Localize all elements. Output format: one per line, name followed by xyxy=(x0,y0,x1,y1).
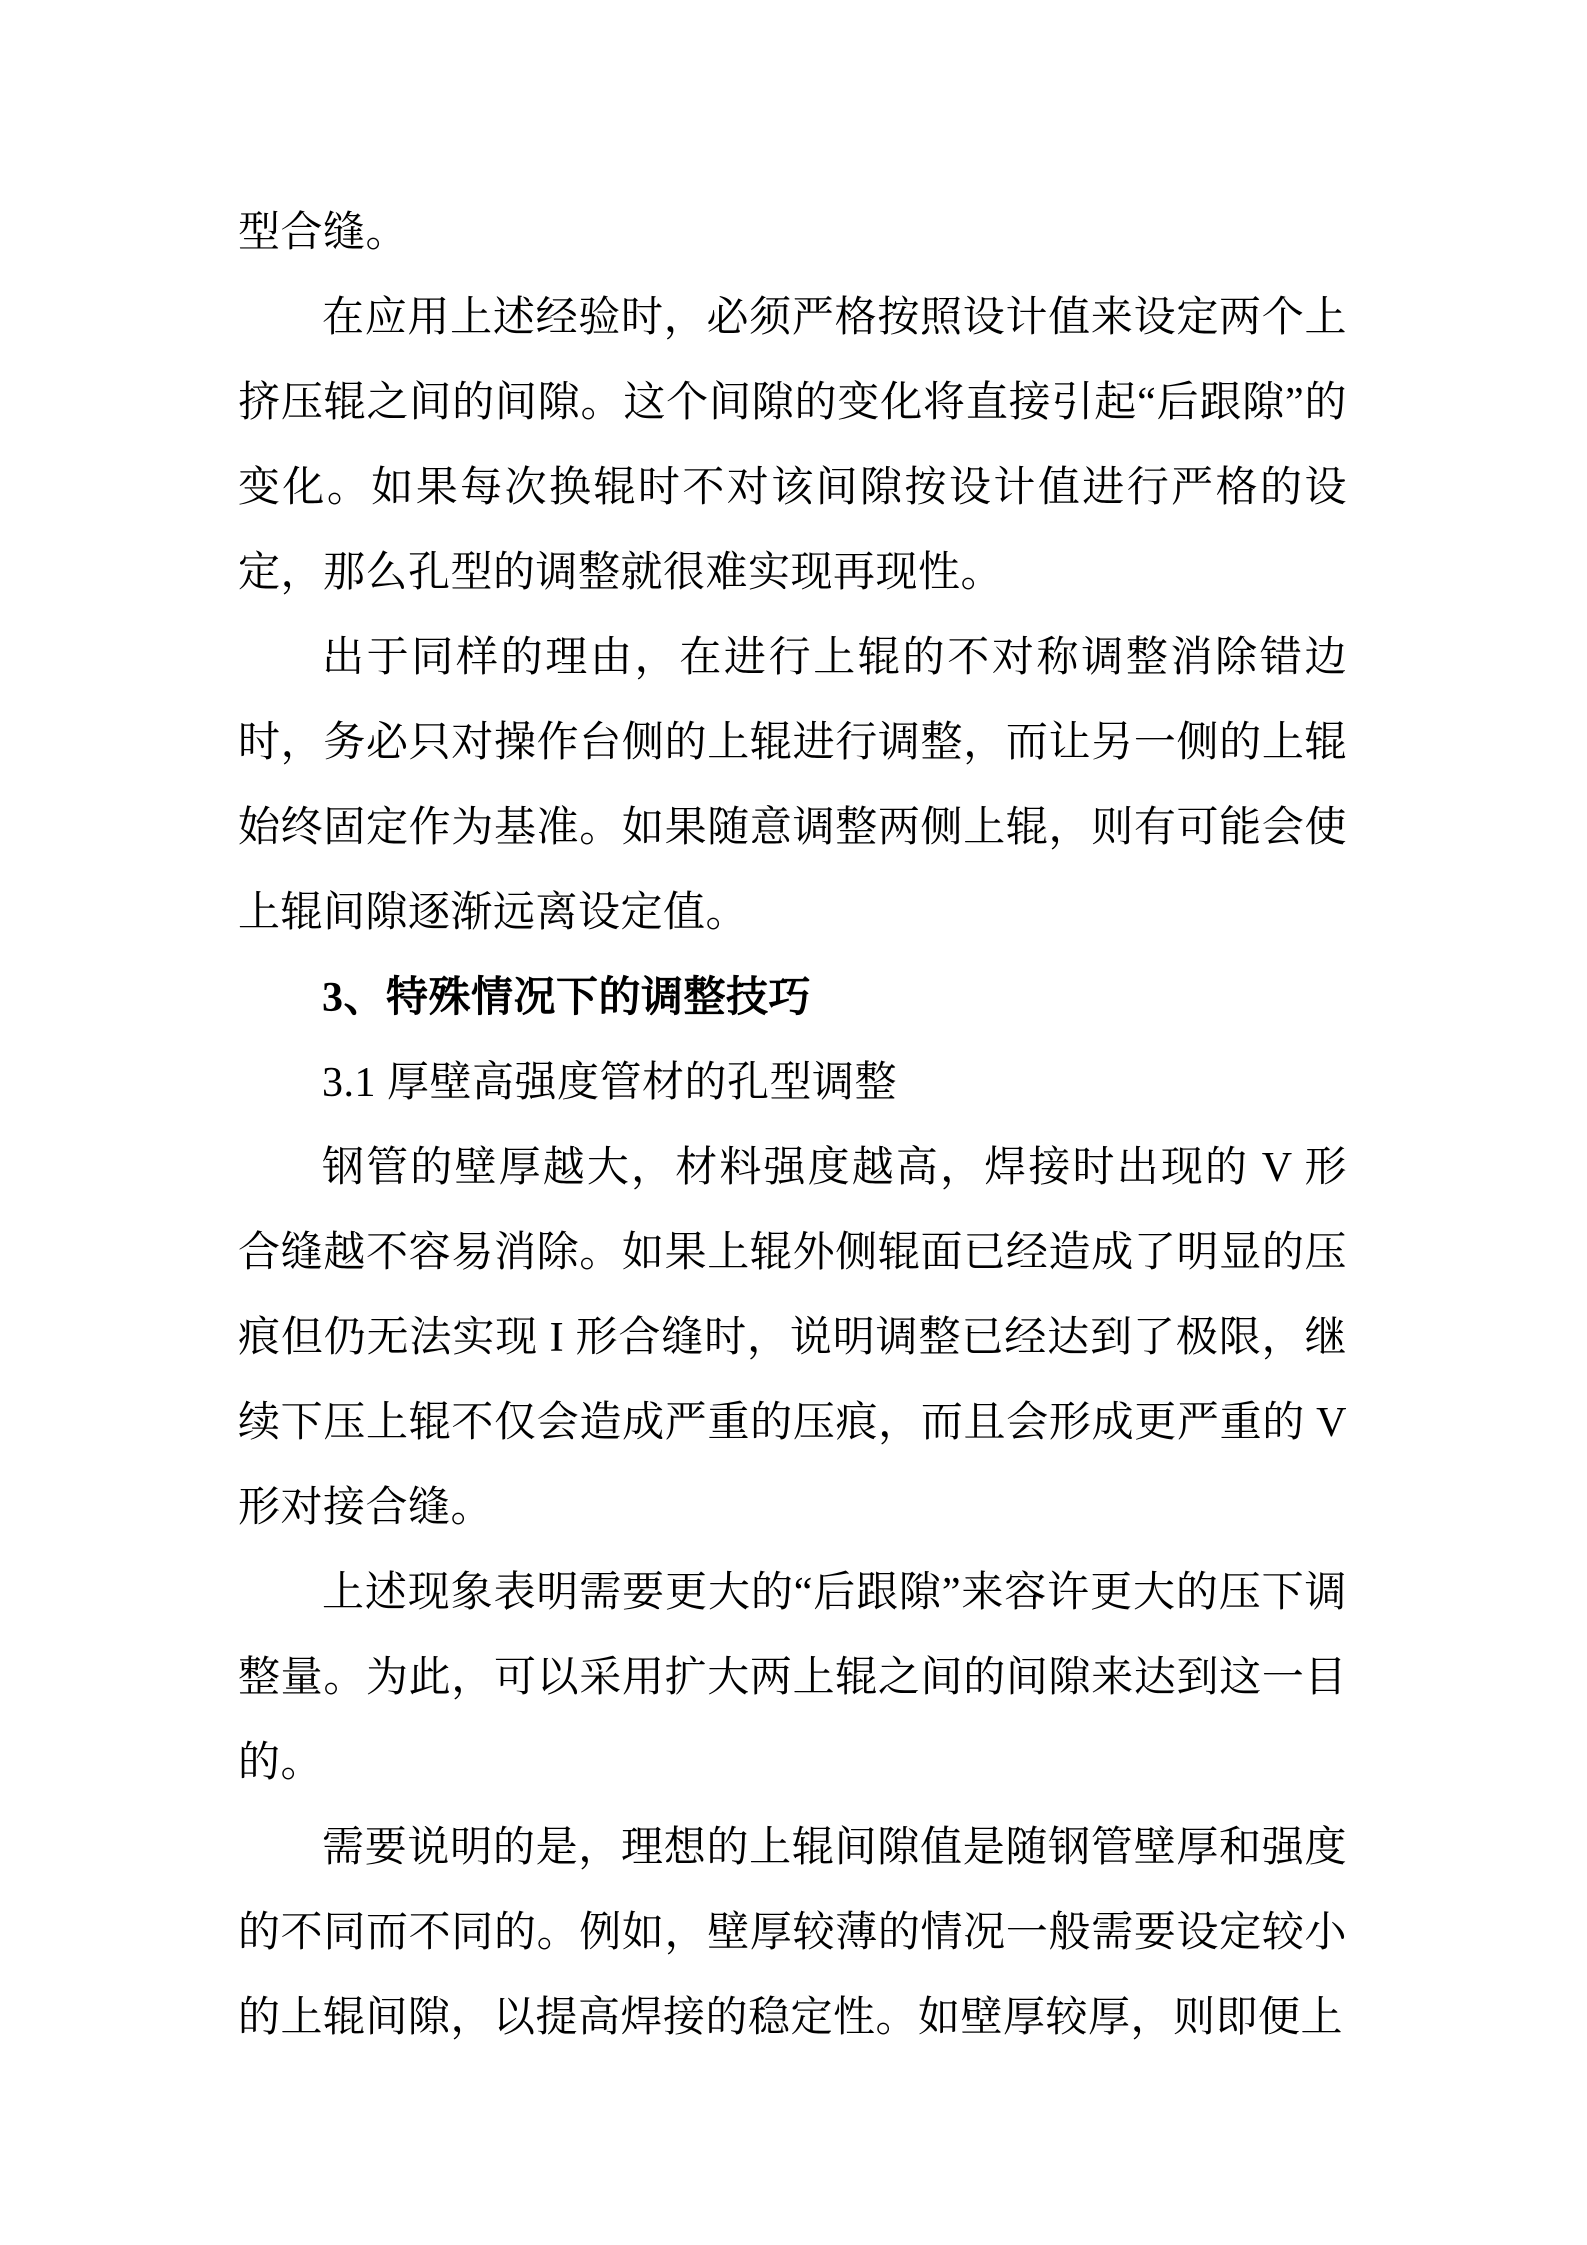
body-paragraph: 出于同样的理由，在进行上辊的不对称调整消除错边时，务必只对操作台侧的上辊进行调整，而让另一侧的上辊始终固定作为基准。如果随意调整两侧上辊，则有可能会使上辊间隙逐渐远离设定值。 xyxy=(238,635,1347,936)
text-block xyxy=(238,191,1347,2061)
continuation-line: 型合缝。 xyxy=(238,210,409,256)
section-heading: 3、特殊情况下的调整技巧 xyxy=(322,975,812,1021)
subsection-heading: 3.1 厚壁高强度管材的孔型调整 xyxy=(322,1060,898,1106)
body-paragraph: 上述现象表明需要更大的“后跟隙”来容许更大的压下调整量。为此，可以采用扩大两上辊之间的间隙来达到这一目的。 xyxy=(238,1570,1347,1786)
body-paragraph: 钢管的壁厚越大，材料强度越高，焊接时出现的 V 形合缝越不容易消除。如果上辊外侧辊面已经造成了明显的压痕但仍无法实现 I 形合缝时，说明调整已经达到了极限，继续下压上辊不仅会造成严重的压痕，而且会形成更严重的 V 形对接合缝。 xyxy=(238,1145,1347,1531)
body-paragraph: 在应用上述经验时，必须严格按照设计值来设定两个上挤压辊之间的间隙。这个间隙的变化将直接引起“后跟隙”的变化。如果每次换辊时不对该间隙按设计值进行严格的设定，那么孔型的调整就很难实现再现性。 xyxy=(238,295,1347,596)
body-paragraph: 需要说明的是，理想的上辊间隙值是随钢管壁厚和强度的不同而不同的。例如，壁厚较薄的情况一般需要设定较小的上辊间隙，以提高焊接的稳定性。如壁厚较厚，则即便上 xyxy=(238,1825,1347,2041)
